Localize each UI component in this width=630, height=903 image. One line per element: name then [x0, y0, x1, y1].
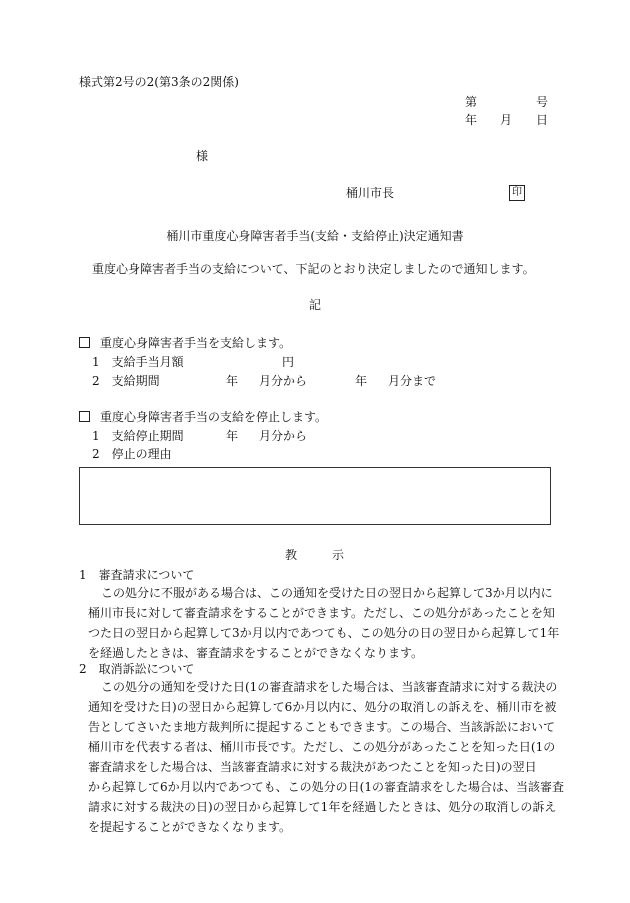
instruction-s2-line: を提起することができなくなります。	[88, 820, 292, 834]
issuer-name: 桶川市長	[346, 186, 395, 200]
pay-from-year: 年	[226, 374, 239, 388]
pay-item2-label: 2 支給期間	[92, 374, 160, 388]
number-label-dai: 第	[465, 95, 478, 109]
instruction-s1-line: 桶川市長に対して審査請求をすることができます。ただし、この処分があったことを知	[88, 606, 555, 620]
stop-reason-box[interactable]	[79, 467, 551, 525]
instruction-s1-line: つた日の翌日から起算して3か月以内であつても、この処分の日の翌日から起算して1年	[88, 626, 560, 640]
pay-to-month: 月分まで	[388, 374, 437, 388]
pay-section-heading	[79, 336, 291, 350]
instruction-s1-line: を経過したときは、審査請求をすることができなくなります。	[88, 646, 424, 660]
stop-checkbox[interactable]	[79, 411, 90, 422]
form-number: 様式第2号の2(第3条の2関係)	[79, 75, 239, 89]
stop-month: 月分から	[259, 429, 308, 443]
number-label-go: 号	[536, 95, 549, 109]
instruction-s1-line: この処分に不服がある場合は、この通知を受けた日の翌日から起算して3か月以内に	[101, 586, 553, 600]
date-month-label: 月	[500, 113, 513, 127]
pay-item1-label: 1 支給手当月額	[92, 355, 184, 369]
date-year-label: 年	[465, 113, 478, 127]
instruction-title-left: 教	[285, 548, 298, 562]
instruction-s2-line: 通知を受けた日)の翌日から起算して6か月以内に、処分の取消しの訴えを、桶川市を被	[88, 700, 557, 714]
stop-item2-label: 2 停止の理由	[92, 447, 172, 461]
date-day-label: 日	[536, 113, 549, 127]
ki-label: 記	[308, 298, 321, 312]
instruction-s2-line: 告としてさいたま地方裁判所に提起することもできます。この場合、当該訴訟において	[88, 720, 556, 734]
addressee-suffix: 様	[196, 149, 209, 163]
instruction-s2-line: 桶川市を代表する者は、桶川市長です。ただし、この処分があったことを知った日(1の	[88, 740, 556, 754]
pay-item1-unit: 円	[282, 355, 295, 369]
pay-from-month: 月分から	[259, 374, 308, 388]
instruction-s2-line: 審査請求をした場合は、当該審査請求に対する裁決があつたことを知った日)の翌日	[88, 760, 537, 774]
instruction-s2-line: この処分の通知を受けた日(1の審査請求をした場合は、当該審査請求に対する裁決の	[101, 680, 558, 694]
instruction-s2-line: から起算して6か月以内であつても、この処分の日(1の審査請求をした場合は、当該審査	[88, 780, 564, 794]
stop-item1-label: 1 支給停止期間	[92, 429, 184, 443]
stop-year: 年	[226, 429, 239, 443]
instruction-s2-line: 請求に対する裁決の日)の翌日から起算して1年を経過したときは、処分の取消しの訴え	[88, 800, 557, 814]
pay-to-year: 年	[355, 374, 368, 388]
seal-mark: 印	[509, 185, 525, 201]
instruction-s2-heading: 2 取消訴訟について	[79, 662, 195, 676]
instruction-s1-heading: 1 審査請求について	[79, 568, 195, 582]
intro-text: 重度心身障害者手当の支給について、下記のとおり決定しましたので通知します。	[92, 262, 535, 276]
stop-section-heading	[79, 410, 327, 424]
pay-checkbox[interactable]	[79, 337, 90, 348]
pay-heading-text: 重度心身障害者手当を支給します。	[100, 336, 292, 350]
document-title: 桶川市重度心身障害者手当(支給・支給停止)決定通知書	[166, 229, 464, 243]
stop-heading-text: 重度心身障害者手当の支給を停止します。	[100, 410, 328, 424]
instruction-title-right: 示	[332, 548, 345, 562]
